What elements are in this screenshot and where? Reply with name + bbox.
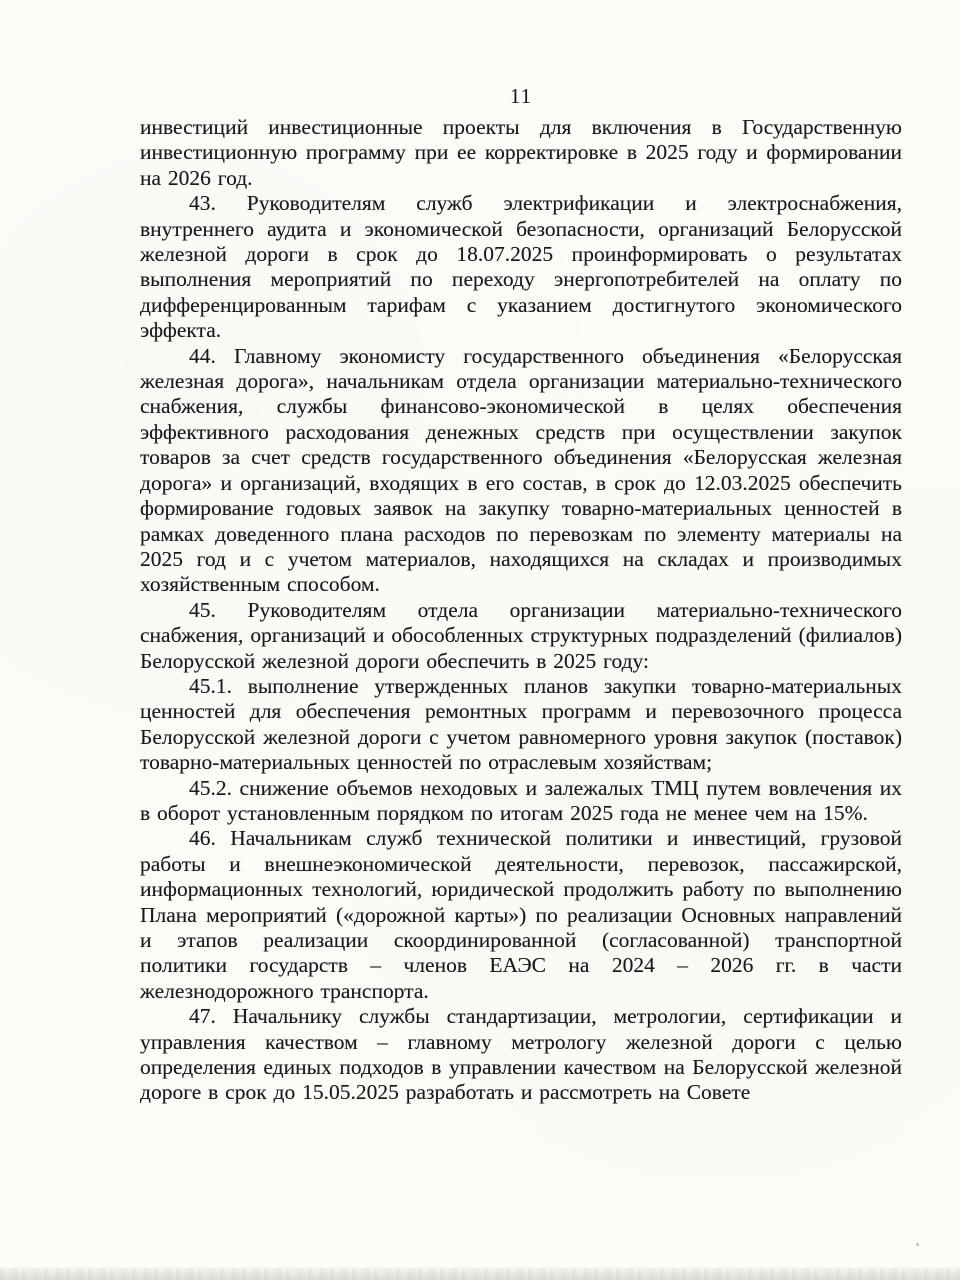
page-number: 11 [509,84,533,108]
paragraph-item-45: 45. Руководителям отдела организации материально-технического снабжения, организаций и обособленных структурных подразделений (филиалов) Белорусской железной дороги обеспечить в 2025 году: [140,597,902,673]
paragraph-continuation: инвестиций инвестиционные проекты для включения в Государственную инвестиционную программу при ее корректировке в 2025 году и формировании на 2026 год. [140,115,902,190]
scan-edge-artifact [0,1268,960,1280]
paragraph-item-44: 44. Главному экономисту государственного объединения «Белорусская железная дорога», начальникам отдела организации материально-технического снабжения, службы финансово-экономической в целях обеспечения эффективного расходования денежных средств при осуществлении закупок товаров за счет средств государственного объединения «Белорусская железная дорога» и организаций, входящих в его состав, в срок до 12.03.2025 обеспечить формирование годовых заявок на закупку товарно-материальных ценностей в рамках доведенного плана расходов по перевозкам по элементу материалы на 2025 год и с учетом материалов, находящихся на складах и производимых хозяйственным способом. [140,343,902,597]
scan-speck [308,818,310,820]
text-block [140,84,902,1106]
paragraph-item-45-1: 45.1. выполнение утвержденных планов закупки товарно-материальных ценностей для обеспечения ремонтных программ и перевозочного процесса Белорусской железной дороги с учетом равномерного уровня закупок (поставок) товарно-материальных ценностей по отраслевым хозяйствам; [140,673,902,775]
scan-speck [916,1243,919,1246]
paragraph-item-46: 46. Начальникам служб технической политики и инвестиций, грузовой работы и внешнеэкономической деятельности, перевозок, пассажирской, информационных технологий, юридической продолжить работу по выполнению Плана мероприятий («дорожной карты») по реализации Основных направлений и этапов реализации скоординированной (согласованной) транспортной политики государств – членов ЕАЭС на 2024 – 2026 гг. в части железнодорожного транспорта. [140,826,902,1003]
paragraph-item-47: 47. Начальнику службы стандартизации, метрологии, сертификации и управления качеством – главному метрологу железной дороги с целью определения единых подходов в управлении качеством на Белорусской железной дороге в срок до 15.05.2025 разработать и рассмотреть на Совете [140,1004,902,1105]
paragraph-item-43: 43. Руководителям служб электрификации и электроснабжения, внутреннего аудита и экономической безопасности, организаций Белорусской железной дороги в срок до 18.07.2025 проинформировать о результатах выполнения мероприятий по переходу энергопотребителей на оплату по дифференцированным тарифам с указанием достигнутого экономического эффекта. [140,191,902,343]
paragraph-item-45-2: 45.2. снижение объемов неходовых и залежалых ТМЦ путем вовлечения их в оборот установленным порядком по итогам 2025 года не менее чем на 15%. [140,775,902,825]
